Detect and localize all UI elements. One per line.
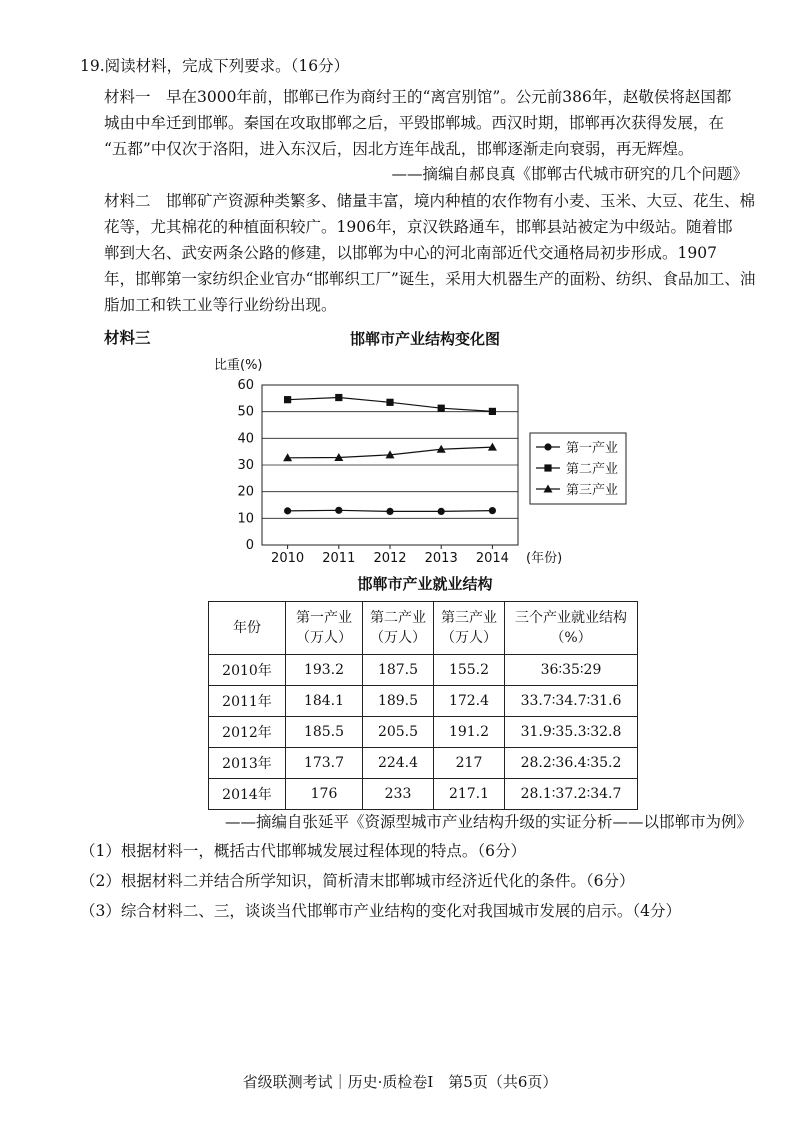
material-two-line: 材料二 邯郸矿产资源种类繁多、储量丰富，境内种植的农作物有小麦、玉米、大豆、花生、棉 (104, 192, 756, 210)
table-cell: 191.2 (434, 717, 505, 748)
data-point (488, 443, 497, 451)
data-point (489, 408, 496, 415)
table-source: ——摘编自张延平《资源型城市产业结构升级的实证分析——以邯郸市为例》 (224, 813, 752, 831)
legend-label: 第二产业 (566, 462, 619, 477)
page-footer: 省级联测考试｜历史·质检卷Ⅰ 第5页（共6页） (242, 1073, 558, 1091)
table-header: 三个产业就业结构 （%） (505, 602, 638, 655)
table-row (209, 686, 638, 717)
material-two-line: 郸到大名、武安两条公路的修建，以邯郸为中心的河北南部近代交通格局初步形成。1907 (104, 244, 717, 262)
x-tick-label: 2014 (475, 551, 509, 566)
x-tick-label: 2011 (322, 551, 356, 566)
data-point (438, 405, 445, 412)
chart-title: 邯郸市产业结构变化图 (349, 330, 500, 348)
data-point (335, 394, 342, 401)
material-two-line: 花等，尤其棉花的种植面积较广。1906年，京汉铁路通车，邯郸县站被定为中级站。随着邯 (104, 218, 733, 236)
table-cell: 173.7 (286, 748, 363, 779)
table-cell: 2012年 (209, 717, 286, 748)
legend-marker (544, 443, 551, 450)
x-tick-label: 2012 (373, 551, 407, 566)
material-three-label: 材料三 (104, 328, 151, 347)
table-cell: 185.5 (286, 717, 363, 748)
table-cell: 28.1∶37.2∶34.7 (505, 779, 638, 810)
table-cell: 172.4 (434, 686, 505, 717)
material-two-line: 年，邯郸第一家纺织企业官办“邯郸织工厂”诞生，采用大机器生产的面粉、纺织、食品加工、油 (104, 270, 756, 288)
table-row (209, 717, 638, 748)
table-header: 第三产业 （万人） (434, 602, 505, 655)
table-header: 年份 (209, 602, 286, 655)
table-row (209, 779, 638, 810)
table-header-row (209, 602, 638, 655)
table-cell: 28.2∶36.4∶35.2 (505, 748, 638, 779)
material-one-line: 城由中牟迁到邯郸。秦国在攻取邯郸之后，平毁邯郸城。西汉时期，邯郸再次获得发展，在 (104, 114, 725, 132)
table-cell: 2013年 (209, 748, 286, 779)
table-header: 第一产业 （万人） (286, 602, 363, 655)
y-axis-label: 比重(%) (214, 358, 263, 373)
y-tick-label: 20 (237, 484, 254, 500)
table-cell: 205.5 (363, 717, 434, 748)
data-point (284, 507, 291, 514)
y-tick-label: 40 (237, 431, 254, 447)
data-point (386, 508, 393, 515)
table-cell: 31.9∶35.3∶32.8 (505, 717, 638, 748)
material-one-source: ——摘编自郝良真《邯郸古代城市研究的几个问题》 (391, 165, 748, 183)
y-tick-label: 0 (245, 538, 254, 553)
table-cell: 187.5 (363, 655, 434, 686)
y-tick-label: 10 (237, 511, 254, 527)
data-point (386, 399, 393, 406)
legend-label: 第一产业 (566, 441, 619, 456)
material-two-line: 脂加工和铁工业等行业纷纷出现。 (104, 296, 337, 314)
employment-table (208, 601, 638, 810)
table-cell: 2014年 (209, 779, 286, 810)
table-cell: 193.2 (286, 655, 363, 686)
question-header: 19.阅读材料，完成下列要求。（16分） (80, 57, 350, 75)
table-cell: 189.5 (363, 686, 434, 717)
x-axis-label: (年份) (526, 551, 563, 566)
table-cell: 155.2 (434, 655, 505, 686)
table-cell: 217 (434, 748, 505, 779)
y-tick-label: 50 (237, 404, 254, 420)
table-cell: 36∶35∶29 (505, 655, 638, 686)
legend-marker (544, 464, 551, 471)
table-header: 第二产业 （万人） (363, 602, 434, 655)
data-point (489, 507, 496, 514)
x-tick-label: 2010 (271, 551, 305, 566)
data-point (284, 396, 291, 403)
table-cell: 224.4 (363, 748, 434, 779)
industry-structure-chart (200, 355, 640, 570)
table-cell: 33.7∶34.7∶31.6 (505, 686, 638, 717)
table-cell: 217.1 (434, 779, 505, 810)
y-tick-label: 30 (237, 458, 254, 473)
table-cell: 176 (286, 779, 363, 810)
table-cell: 233 (363, 779, 434, 810)
data-point (438, 508, 445, 515)
table-cell: 2010年 (209, 655, 286, 686)
table-cell: 2011年 (209, 686, 286, 717)
sub-question: （2）根据材料二并结合所学知识，简析清末邯郸城市经济近代化的条件。（6分） (80, 872, 635, 890)
sub-question: （3）综合材料二、三，谈谈当代邯郸市产业结构的变化对我国城市发展的启示。（4分） (80, 902, 681, 920)
material-one-line: 材料一 早在3000年前，邯郸已作为商纣王的“离宫别馆”。公元前386年，赵敬侯将赵国都 (104, 88, 732, 106)
legend-label: 第三产业 (566, 483, 619, 498)
x-tick-label: 2013 (424, 551, 458, 566)
table-cell: 184.1 (286, 686, 363, 717)
y-tick-label: 60 (237, 378, 254, 393)
table-row (209, 748, 638, 779)
material-one-line: “五都”中仅次于洛阳，进入东汉后，因北方连年战乱，邯郸逐渐走向衰弱，再无辉煌。 (104, 140, 694, 158)
table-title: 邯郸市产业就业结构 (357, 575, 493, 593)
data-point (335, 507, 342, 514)
table-row (209, 655, 638, 686)
sub-question: （1）根据材料一，概括古代邯郸城发展过程体现的特点。（6分） (80, 842, 526, 860)
